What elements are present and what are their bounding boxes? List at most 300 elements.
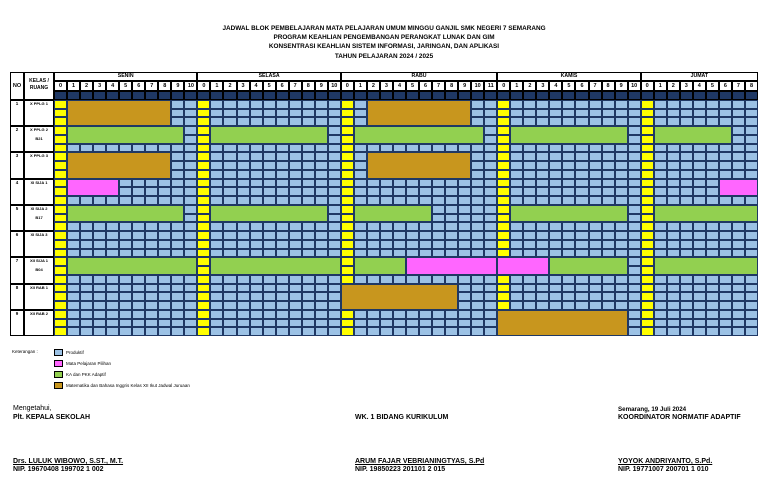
schedule-slot — [745, 144, 758, 153]
signature-left-role: Plt. KEPALA SEKOLAH — [13, 414, 91, 421]
schedule-table — [10, 72, 758, 336]
schedule-slot — [641, 310, 654, 319]
period-time-cell — [615, 91, 628, 100]
schedule-slot — [458, 275, 471, 284]
schedule-slot — [693, 100, 706, 109]
schedule-slot — [393, 196, 406, 205]
schedule-slot — [67, 231, 80, 240]
schedule-slot — [745, 231, 758, 240]
period-number: 5 — [410, 83, 415, 89]
schedule-slot — [549, 240, 562, 249]
schedule-slot — [54, 144, 67, 153]
schedule-slot — [745, 222, 758, 231]
schedule-slot — [171, 187, 184, 196]
period-number: 6 — [424, 83, 428, 89]
schedule-slot — [132, 196, 145, 205]
title-line-2: PROGRAM KEAHLIAN PENGEMBANGAN PERANGKAT LUNAK DAN GIM — [273, 34, 495, 42]
schedule-slot — [302, 284, 315, 293]
schedule-slot — [341, 222, 354, 231]
schedule-slot — [641, 284, 654, 293]
schedule-slot — [693, 292, 706, 301]
schedule-slot — [223, 284, 236, 293]
schedule-slot — [654, 100, 667, 109]
schedule-slot — [80, 144, 93, 153]
schedule-slot — [602, 301, 615, 310]
schedule-slot — [67, 319, 80, 328]
schedule-slot — [406, 310, 419, 319]
schedule-slot — [745, 196, 758, 205]
schedule-slot — [237, 275, 250, 284]
schedule-slot — [641, 100, 654, 109]
schedule-slot — [223, 100, 236, 109]
legend-title: Keterangan : — [12, 349, 38, 354]
schedule-slot — [54, 240, 67, 249]
schedule-slot — [184, 301, 197, 310]
schedule-slot — [250, 292, 263, 301]
schedule-slot — [654, 275, 667, 284]
schedule-slot — [641, 231, 654, 240]
schedule-slot — [250, 284, 263, 293]
schedule-slot — [497, 301, 510, 310]
schedule-slot — [263, 231, 276, 240]
schedule-slot — [380, 240, 393, 249]
period-number: 9 — [619, 83, 623, 89]
schedule-slot — [250, 327, 263, 336]
title-line-1: JADWAL BLOK PEMBELAJARAN MATA PELAJARAN UMUM MINGGU GANJIL SMK NEGERI 7 SEMARANG — [222, 25, 546, 32]
class-no: 6 — [15, 232, 19, 238]
block-adaptif — [210, 126, 327, 143]
schedule-slot — [145, 196, 158, 205]
schedule-slot — [445, 205, 458, 214]
schedule-slot — [67, 222, 80, 231]
signature-right-name: YOYOK ANDRIYANTO, S.Pd. — [618, 458, 713, 465]
schedule-slot — [589, 179, 602, 188]
schedule-slot — [223, 240, 236, 249]
schedule-slot — [54, 152, 67, 161]
schedule-slot — [654, 161, 667, 170]
schedule-slot — [667, 117, 680, 126]
schedule-slot — [575, 187, 588, 196]
schedule-slot — [158, 301, 171, 310]
schedule-slot — [471, 214, 484, 223]
schedule-slot — [158, 249, 171, 258]
schedule-slot — [484, 310, 497, 319]
schedule-slot — [680, 170, 693, 179]
schedule-slot — [197, 275, 210, 284]
period-number: 7 — [150, 83, 154, 89]
period-time-cell — [602, 91, 615, 100]
schedule-slot — [132, 319, 145, 328]
schedule-slot — [628, 257, 641, 266]
schedule-slot — [197, 117, 210, 126]
schedule-slot — [406, 179, 419, 188]
schedule-slot — [680, 187, 693, 196]
schedule-slot — [210, 109, 223, 118]
schedule-slot — [536, 152, 549, 161]
schedule-slot — [562, 240, 575, 249]
legend-swatch-pink — [54, 360, 63, 367]
schedule-slot — [93, 301, 106, 310]
schedule-slot — [184, 249, 197, 258]
schedule-slot — [432, 240, 445, 249]
schedule-slot — [667, 144, 680, 153]
schedule-slot — [197, 205, 210, 214]
schedule-slot — [197, 135, 210, 144]
schedule-slot — [315, 249, 328, 258]
schedule-slot — [393, 222, 406, 231]
schedule-slot — [380, 327, 393, 336]
schedule-slot — [628, 310, 641, 319]
schedule-slot — [328, 117, 341, 126]
schedule-slot — [432, 275, 445, 284]
schedule-slot — [210, 301, 223, 310]
period-time-cell — [641, 91, 654, 100]
period-number: 9 — [463, 83, 467, 89]
schedule-slot — [732, 196, 745, 205]
period-number: 3 — [241, 83, 245, 89]
schedule-slot — [615, 179, 628, 188]
schedule-slot — [575, 196, 588, 205]
schedule-slot — [328, 214, 341, 223]
schedule-slot — [328, 196, 341, 205]
schedule-slot — [171, 152, 184, 161]
schedule-slot — [458, 240, 471, 249]
schedule-slot — [276, 327, 289, 336]
schedule-slot — [184, 310, 197, 319]
schedule-slot — [302, 117, 315, 126]
schedule-slot — [641, 301, 654, 310]
schedule-slot — [197, 301, 210, 310]
schedule-slot — [328, 170, 341, 179]
schedule-slot — [341, 135, 354, 144]
period-time-cell — [523, 91, 536, 100]
schedule-slot — [667, 310, 680, 319]
schedule-slot — [119, 310, 132, 319]
schedule-slot — [706, 319, 719, 328]
schedule-slot — [315, 284, 328, 293]
schedule-slot — [602, 179, 615, 188]
schedule-slot — [432, 144, 445, 153]
schedule-slot — [549, 249, 562, 258]
schedule-slot — [197, 327, 210, 336]
schedule-slot — [680, 161, 693, 170]
period-number: 2 — [371, 83, 375, 89]
schedule-slot — [184, 275, 197, 284]
schedule-slot — [145, 310, 158, 319]
schedule-slot — [693, 301, 706, 310]
schedule-slot — [471, 240, 484, 249]
schedule-slot — [393, 327, 406, 336]
signature-right-role: KOORDINATOR NORMATIF ADAPTIF — [618, 414, 741, 421]
schedule-slot — [341, 179, 354, 188]
schedule-slot — [171, 292, 184, 301]
schedule-slot — [315, 170, 328, 179]
schedule-slot — [210, 144, 223, 153]
schedule-slot — [589, 152, 602, 161]
schedule-slot — [432, 319, 445, 328]
schedule-slot — [523, 292, 536, 301]
schedule-slot — [237, 152, 250, 161]
schedule-slot — [380, 144, 393, 153]
day-header-rabu-label: RABU — [411, 73, 427, 79]
schedule-slot — [93, 275, 106, 284]
schedule-slot — [445, 240, 458, 249]
period-number: 10 — [474, 83, 481, 89]
schedule-slot — [680, 292, 693, 301]
schedule-slot — [80, 240, 93, 249]
schedule-slot — [680, 301, 693, 310]
schedule-slot — [223, 144, 236, 153]
schedule-slot — [354, 161, 367, 170]
schedule-slot — [210, 292, 223, 301]
schedule-slot — [354, 100, 367, 109]
schedule-slot — [132, 144, 145, 153]
schedule-slot — [80, 275, 93, 284]
schedule-slot — [602, 249, 615, 258]
schedule-slot — [263, 117, 276, 126]
schedule-slot — [615, 187, 628, 196]
schedule-slot — [732, 275, 745, 284]
schedule-slot — [328, 222, 341, 231]
schedule-slot — [328, 310, 341, 319]
schedule-slot — [54, 327, 67, 336]
schedule-slot — [106, 319, 119, 328]
schedule-slot — [367, 319, 380, 328]
schedule-slot — [458, 301, 471, 310]
schedule-slot — [197, 222, 210, 231]
period-number: 7 — [593, 83, 597, 89]
schedule-slot — [562, 152, 575, 161]
schedule-slot — [458, 310, 471, 319]
schedule-slot — [693, 249, 706, 258]
period-number: 1 — [515, 83, 519, 89]
period-number: 3 — [384, 83, 388, 89]
schedule-slot — [745, 135, 758, 144]
schedule-slot — [250, 179, 263, 188]
schedule-slot — [510, 292, 523, 301]
schedule-slot — [628, 187, 641, 196]
schedule-slot — [367, 240, 380, 249]
schedule-slot — [406, 249, 419, 258]
period-number: 8 — [450, 83, 454, 89]
period-time-cell — [419, 91, 432, 100]
schedule-slot — [197, 249, 210, 258]
schedule-slot — [289, 152, 302, 161]
schedule-slot — [289, 284, 302, 293]
schedule-slot — [680, 222, 693, 231]
schedule-slot — [602, 240, 615, 249]
schedule-slot — [184, 196, 197, 205]
schedule-slot — [132, 187, 145, 196]
schedule-slot — [419, 179, 432, 188]
schedule-slot — [315, 161, 328, 170]
schedule-slot — [641, 205, 654, 214]
schedule-slot — [680, 319, 693, 328]
schedule-slot — [641, 161, 654, 170]
class-name: XI SIJA 3 — [30, 232, 48, 238]
period-time-cell — [210, 91, 223, 100]
schedule-slot — [497, 214, 510, 223]
schedule-slot — [667, 196, 680, 205]
schedule-slot — [184, 222, 197, 231]
schedule-slot — [54, 161, 67, 170]
schedule-slot — [197, 231, 210, 240]
schedule-slot — [719, 301, 732, 310]
schedule-slot — [536, 231, 549, 240]
schedule-slot — [510, 144, 523, 153]
schedule-slot — [732, 292, 745, 301]
schedule-slot — [484, 284, 497, 293]
schedule-slot — [641, 109, 654, 118]
schedule-slot — [315, 152, 328, 161]
period-time-cell — [302, 91, 315, 100]
period-time-cell — [589, 91, 602, 100]
schedule-slot — [354, 327, 367, 336]
schedule-slot — [628, 319, 641, 328]
schedule-slot — [641, 179, 654, 188]
schedule-slot — [328, 161, 341, 170]
schedule-slot — [745, 310, 758, 319]
schedule-slot — [641, 257, 654, 266]
schedule-slot — [367, 310, 380, 319]
schedule-slot — [171, 284, 184, 293]
schedule-slot — [93, 327, 106, 336]
schedule-slot — [745, 292, 758, 301]
schedule-slot — [680, 231, 693, 240]
schedule-slot — [745, 161, 758, 170]
schedule-slot — [575, 109, 588, 118]
schedule-slot — [497, 144, 510, 153]
schedule-slot — [54, 257, 67, 266]
class-name: XII RAB 2 — [29, 310, 48, 316]
schedule-slot — [171, 100, 184, 109]
schedule-slot — [654, 222, 667, 231]
class-no: 3 — [15, 153, 19, 159]
schedule-slot — [432, 249, 445, 258]
schedule-slot — [471, 205, 484, 214]
schedule-slot — [549, 100, 562, 109]
schedule-slot — [315, 231, 328, 240]
schedule-slot — [106, 284, 119, 293]
period-number: 2 — [228, 83, 232, 89]
period-time-cell — [628, 91, 641, 100]
schedule-slot — [641, 196, 654, 205]
schedule-slot — [654, 152, 667, 161]
schedule-slot — [693, 187, 706, 196]
schedule-slot — [615, 275, 628, 284]
schedule-slot — [132, 301, 145, 310]
schedule-slot — [471, 249, 484, 258]
schedule-slot — [523, 196, 536, 205]
schedule-slot — [158, 284, 171, 293]
schedule-slot — [693, 152, 706, 161]
schedule-slot — [328, 152, 341, 161]
schedule-slot — [289, 240, 302, 249]
schedule-slot — [732, 327, 745, 336]
schedule-slot — [523, 284, 536, 293]
schedule-slot — [302, 240, 315, 249]
schedule-slot — [145, 144, 158, 153]
schedule-slot — [54, 214, 67, 223]
schedule-slot — [393, 179, 406, 188]
schedule-slot — [680, 196, 693, 205]
schedule-slot — [106, 327, 119, 336]
block-matematika — [367, 152, 471, 178]
schedule-slot — [432, 327, 445, 336]
schedule-slot — [158, 187, 171, 196]
period-number: 6 — [280, 83, 284, 89]
class-no: 1 — [15, 101, 19, 106]
block-adaptif — [654, 205, 758, 222]
schedule-slot — [693, 196, 706, 205]
schedule-slot — [354, 152, 367, 161]
schedule-slot — [276, 117, 289, 126]
period-time-cell — [393, 91, 406, 100]
schedule-slot — [732, 319, 745, 328]
schedule-slot — [445, 196, 458, 205]
schedule-slot — [432, 205, 445, 214]
schedule-slot — [549, 187, 562, 196]
schedule-slot — [471, 196, 484, 205]
schedule-slot — [263, 170, 276, 179]
schedule-slot — [719, 231, 732, 240]
schedule-slot — [145, 231, 158, 240]
schedule-slot — [445, 231, 458, 240]
schedule-slot — [315, 327, 328, 336]
schedule-slot — [719, 161, 732, 170]
schedule-slot — [93, 222, 106, 231]
period-time-cell — [745, 91, 758, 100]
schedule-slot — [250, 240, 263, 249]
schedule-slot — [458, 214, 471, 223]
schedule-slot — [706, 292, 719, 301]
schedule-slot — [184, 231, 197, 240]
schedule-slot — [341, 152, 354, 161]
schedule-slot — [276, 170, 289, 179]
schedule-slot — [341, 319, 354, 328]
schedule-slot — [250, 144, 263, 153]
schedule-slot — [471, 161, 484, 170]
period-number: 1 — [658, 83, 662, 89]
schedule-slot — [67, 240, 80, 249]
block-matematika — [67, 100, 171, 126]
period-time-cell — [171, 91, 184, 100]
schedule-slot — [575, 170, 588, 179]
schedule-slot — [641, 152, 654, 161]
schedule-slot — [54, 109, 67, 118]
schedule-slot — [54, 196, 67, 205]
schedule-slot — [497, 161, 510, 170]
schedule-slot — [380, 231, 393, 240]
schedule-slot — [484, 231, 497, 240]
schedule-slot — [667, 292, 680, 301]
schedule-slot — [471, 310, 484, 319]
block-matematika — [67, 152, 171, 178]
period-time-cell — [184, 91, 197, 100]
schedule-slot — [250, 301, 263, 310]
schedule-slot — [184, 126, 197, 135]
schedule-slot — [706, 249, 719, 258]
schedule-slot — [250, 222, 263, 231]
schedule-slot — [732, 310, 745, 319]
schedule-slot — [67, 144, 80, 153]
schedule-slot — [419, 275, 432, 284]
schedule-slot — [210, 152, 223, 161]
schedule-slot — [302, 144, 315, 153]
schedule-slot — [106, 292, 119, 301]
schedule-slot — [276, 152, 289, 161]
schedule-slot — [328, 187, 341, 196]
